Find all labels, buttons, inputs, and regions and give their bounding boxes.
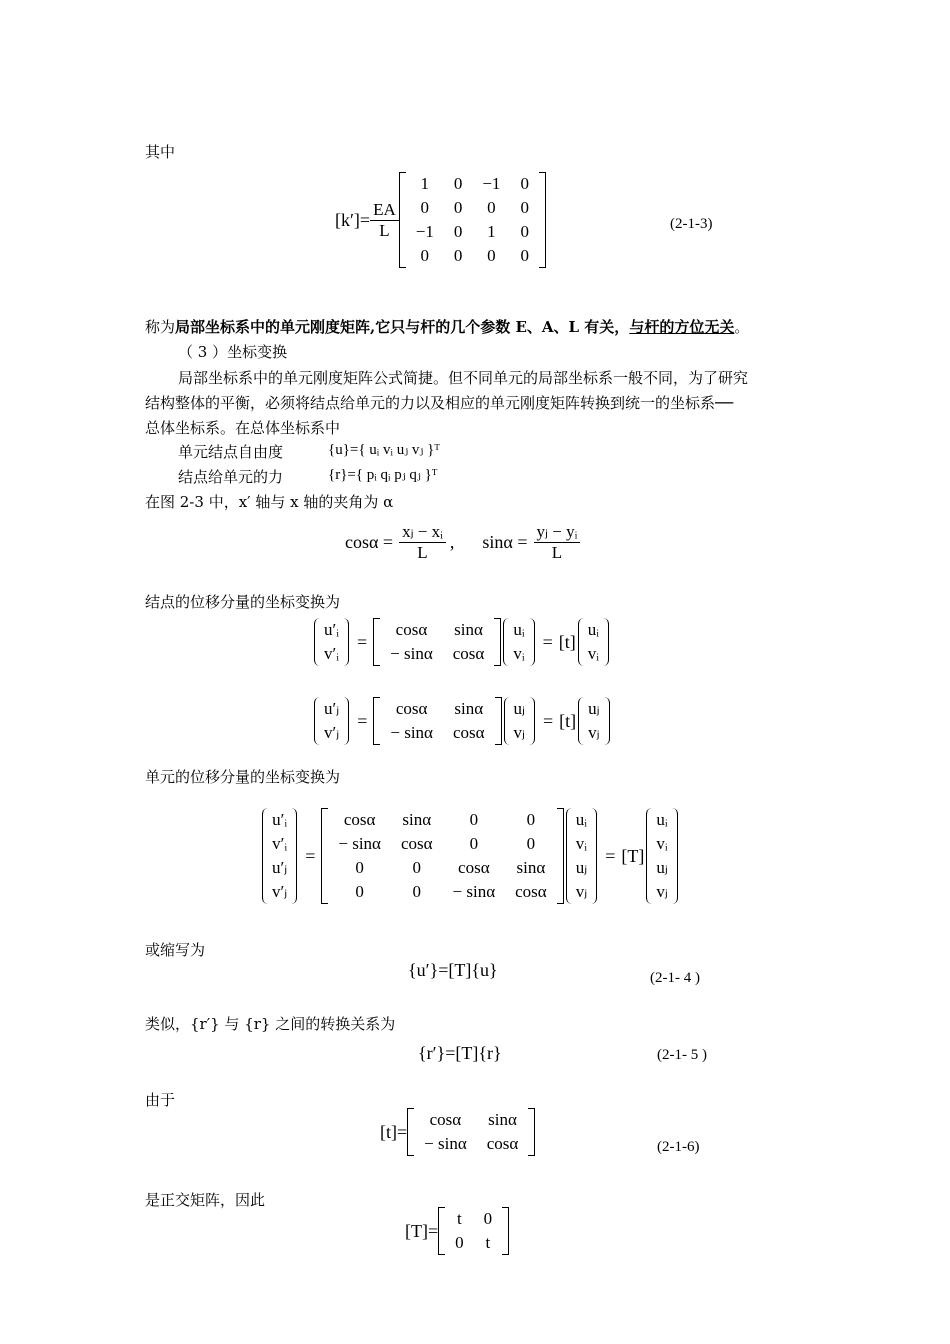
cos-sin-equation: cosα = $\frac{\text{xⱼ − xᵢ}}{L}$ , sinα = $\frac{\text{yⱼ − yᵢ}}{L}$ bbox=[345, 522, 580, 563]
element-T-cell: cosα bbox=[458, 858, 490, 877]
t-symbol-i: [t] bbox=[558, 631, 576, 652]
element-vector-rhs-cell: vⱼ bbox=[656, 882, 668, 901]
k-matrix-cell: 0 bbox=[453, 198, 463, 217]
force-label: 结点给单元的力 bbox=[178, 468, 284, 486]
element-transform-text: 单元的位移分量的坐标变换为 bbox=[145, 768, 341, 786]
section-3-heading: （ 3 ）坐标变换 bbox=[178, 343, 288, 361]
paragraph-line-3: 总体坐标系。在总体坐标系中 bbox=[145, 419, 341, 437]
sin-denominator: L bbox=[551, 543, 563, 562]
element-vector-rhs bbox=[644, 808, 679, 904]
element-vector-cell: uᵢ bbox=[575, 810, 588, 829]
k-matrix-cell: 0 bbox=[420, 198, 430, 217]
k-numerator: EA bbox=[370, 200, 399, 221]
element-T-cell: 0 bbox=[355, 858, 364, 877]
T-def-lhs: [T]= bbox=[405, 1220, 439, 1241]
similar-text: 类似，{r′} 与 {r} 之间的转换关系为 bbox=[145, 1015, 396, 1033]
element-T-cell: sinα bbox=[402, 810, 432, 829]
element-vector bbox=[564, 808, 599, 904]
rotation-i-cell: cosα bbox=[452, 644, 485, 663]
element-T-cell: sinα bbox=[516, 858, 546, 877]
k-matrix-cell: 1 bbox=[487, 222, 496, 241]
element-vector-prime-cell: v′ᵢ bbox=[272, 834, 288, 853]
T-def-cell: 0 bbox=[483, 1209, 493, 1228]
cos-denominator: L bbox=[417, 543, 428, 562]
t-def-cell: sinα bbox=[488, 1110, 517, 1129]
element-T-matrix bbox=[321, 808, 563, 904]
force-equation: {r}={ pᵢ qᵢ pⱼ qⱼ }ᵀ bbox=[328, 467, 438, 483]
rotation-j-cell: cosα bbox=[452, 723, 485, 742]
k-matrix-cell: 0 bbox=[453, 174, 463, 193]
vector-j bbox=[502, 697, 537, 745]
dof-label: 单元结点自由度 bbox=[178, 443, 284, 461]
vector-j-rhs-cell: uⱼ bbox=[588, 699, 600, 718]
rotation-i-cell: − sinα bbox=[390, 644, 433, 663]
node-j-transform: u′ⱼ v′ⱼ = cosα sinα − sinα cosα uⱼ vⱼ = [t] uⱼ vⱼ bbox=[312, 697, 612, 745]
vector-i-cell: uᵢ bbox=[513, 620, 525, 639]
k-fraction bbox=[370, 200, 399, 241]
k-matrix-cell: 0 bbox=[487, 246, 496, 265]
vector-i-prime bbox=[312, 618, 351, 666]
def-prefix: 称为 bbox=[145, 318, 176, 336]
k-matrix-cell: 0 bbox=[520, 174, 529, 193]
rotation-j-cell: − sinα bbox=[390, 723, 433, 742]
element-T-cell: 0 bbox=[469, 810, 479, 829]
eq-number-2-1-3: (2-1-3) bbox=[670, 216, 713, 232]
k-matrix-cell: 0 bbox=[520, 246, 529, 265]
def-end: 。 bbox=[734, 318, 750, 336]
element-T-cell: 0 bbox=[526, 810, 536, 829]
equation-k-prime bbox=[335, 172, 546, 268]
rotation-j-cell: sinα bbox=[454, 699, 484, 718]
element-T-cell: cosα bbox=[515, 882, 547, 901]
element-vector-cell: vᵢ bbox=[575, 834, 588, 853]
vector-j-prime-cell: v′ⱼ bbox=[324, 723, 340, 742]
vector-i-prime-cell: v′ᵢ bbox=[324, 644, 339, 663]
vector-j-prime-cell: u′ⱼ bbox=[324, 699, 340, 718]
element-T-cell: cosα bbox=[400, 834, 433, 853]
T-def-matrix bbox=[438, 1207, 509, 1255]
vector-j-rhs-cell: vⱼ bbox=[588, 723, 600, 742]
short-form-u: {u′}=[T]{u} bbox=[408, 960, 498, 980]
rotation-i-cell: cosα bbox=[395, 620, 428, 639]
element-vector-cell: vⱼ bbox=[575, 882, 588, 901]
element-vector-prime-cell: u′ⱼ bbox=[272, 858, 288, 877]
definition-line bbox=[145, 315, 749, 339]
element-T-cell: 0 bbox=[526, 834, 536, 853]
vector-i-rhs-cell: vᵢ bbox=[587, 644, 600, 663]
eq-number-2-1-5: (2-1- 5 ) bbox=[657, 1047, 707, 1063]
k-matrix-cell: 1 bbox=[420, 174, 430, 193]
element-vector-rhs-cell: uᵢ bbox=[656, 810, 668, 829]
t-def-lhs: [t]= bbox=[380, 1121, 408, 1142]
rotation-matrix-i bbox=[373, 618, 501, 666]
t-def-cell: − sinα bbox=[424, 1134, 467, 1153]
rotation-matrix-j bbox=[373, 697, 501, 745]
paragraph-line-2: 结构整体的平衡，必须将结点给单元的力以及相应的单元刚度矩阵转换到统一的坐标系── bbox=[145, 394, 734, 412]
node-i-transform: u′ᵢ v′ᵢ = cosα sinα − sinα cosα uᵢ vᵢ = [t] uᵢ vᵢ bbox=[312, 618, 611, 666]
t-symbol-j: [t] bbox=[559, 710, 577, 731]
orthogonal-text: 是正交矩阵，因此 bbox=[145, 1191, 266, 1209]
dof-equation: {u}={ uᵢ vᵢ uⱼ vⱼ }ᵀ bbox=[328, 442, 440, 458]
vector-j-cell: uⱼ bbox=[513, 699, 526, 718]
t-definition bbox=[380, 1108, 535, 1156]
element-vector-cell: uⱼ bbox=[575, 858, 588, 877]
element-vector-rhs-cell: uⱼ bbox=[656, 858, 668, 877]
element-vector-prime bbox=[260, 808, 299, 904]
element-T-cell: cosα bbox=[343, 810, 376, 829]
element-T-cell: − sinα bbox=[452, 882, 496, 901]
short-form-r: {r′}=[T]{r} bbox=[418, 1043, 502, 1063]
abbrev-text: 或缩写为 bbox=[145, 941, 206, 959]
k-matrix-cell: 0 bbox=[420, 246, 430, 265]
k-matrix-cell: 0 bbox=[453, 222, 463, 241]
element-T-cell: 0 bbox=[355, 882, 364, 901]
element-vector-prime-cell: u′ᵢ bbox=[272, 810, 288, 829]
k-matrix-cell: 0 bbox=[520, 198, 529, 217]
def-bold: 局部坐标系中的单元刚度矩阵,它只与杆的几个参数 E、A、L 有关， bbox=[175, 318, 630, 336]
T-definition bbox=[405, 1207, 509, 1255]
eq-number-2-1-6: (2-1-6) bbox=[657, 1139, 700, 1155]
k-matrix-cell: −1 bbox=[415, 222, 434, 241]
element-T-cell: 0 bbox=[469, 834, 479, 853]
element-vector-prime-cell: v′ⱼ bbox=[272, 882, 288, 901]
def-underline: 与杆的方位无关 bbox=[629, 318, 735, 336]
element-transform: u′ᵢ v′ᵢ u′ⱼ v′ⱼ = cosα sinα 0 0 − sinα cosα 0 0 0 0 cosα sinα 0 0 − sinα cosα uᵢ vᵢ uⱼ vⱼ = [T] uᵢ vᵢ uⱼ vⱼ bbox=[260, 808, 680, 904]
cos-fraction bbox=[399, 522, 446, 563]
sin-fraction bbox=[534, 522, 581, 563]
T-def-cell: t bbox=[485, 1233, 491, 1252]
k-matrix-cell: 0 bbox=[520, 222, 529, 241]
vector-i-cell: vᵢ bbox=[513, 644, 525, 663]
node-transform-text: 结点的位移分量的坐标变换为 bbox=[145, 593, 341, 611]
vector-i-rhs-cell: uᵢ bbox=[587, 620, 600, 639]
element-T-cell: 0 bbox=[412, 882, 421, 901]
k-matrix-cell: −1 bbox=[482, 174, 501, 193]
t-def-cell: cosα bbox=[429, 1110, 462, 1129]
sin-lhs: sinα = bbox=[482, 532, 528, 552]
T-def-cell: t bbox=[457, 1209, 462, 1228]
k-matrix-cell: 0 bbox=[453, 246, 463, 265]
element-vector-rhs-cell: vᵢ bbox=[656, 834, 668, 853]
element-T-cell: 0 bbox=[412, 858, 421, 877]
vector-j-rhs bbox=[576, 697, 611, 745]
paragraph-line-1: 局部坐标系中的单元刚度矩阵公式简捷。但不同单元的局部坐标系一般不同，为了研究 bbox=[178, 369, 749, 387]
vector-j-prime bbox=[312, 697, 351, 745]
cos-numerator: xⱼ − xᵢ bbox=[399, 522, 446, 543]
t-def-matrix bbox=[407, 1108, 535, 1156]
rotation-i-cell: sinα bbox=[454, 620, 483, 639]
eq-number-2-1-4: (2-1- 4 ) bbox=[650, 970, 700, 986]
t-def-cell: cosα bbox=[486, 1134, 519, 1153]
sin-numerator: yⱼ − yᵢ bbox=[534, 522, 581, 543]
since-text: 由于 bbox=[145, 1091, 176, 1109]
cos-lhs: cosα = bbox=[345, 532, 394, 552]
element-T-cell: − sinα bbox=[338, 834, 381, 853]
text-qizhong: 其中 bbox=[145, 143, 176, 161]
vector-i-prime-cell: u′ᵢ bbox=[324, 620, 339, 639]
T-symbol: [T] bbox=[621, 845, 645, 866]
vector-i bbox=[501, 618, 536, 666]
T-def-cell: 0 bbox=[455, 1233, 464, 1252]
rotation-j-cell: cosα bbox=[395, 699, 428, 718]
vector-i-rhs bbox=[576, 618, 611, 666]
k-lhs: [k′]= bbox=[335, 209, 371, 230]
vector-j-cell: vⱼ bbox=[513, 723, 526, 742]
figure-angle-line: 在图 2-3 中，x′ 轴与 x 轴的夹角为 α bbox=[145, 493, 394, 511]
k-matrix-cell: 0 bbox=[487, 198, 496, 217]
k-denominator: L bbox=[379, 220, 390, 240]
k-matrix bbox=[399, 172, 546, 268]
